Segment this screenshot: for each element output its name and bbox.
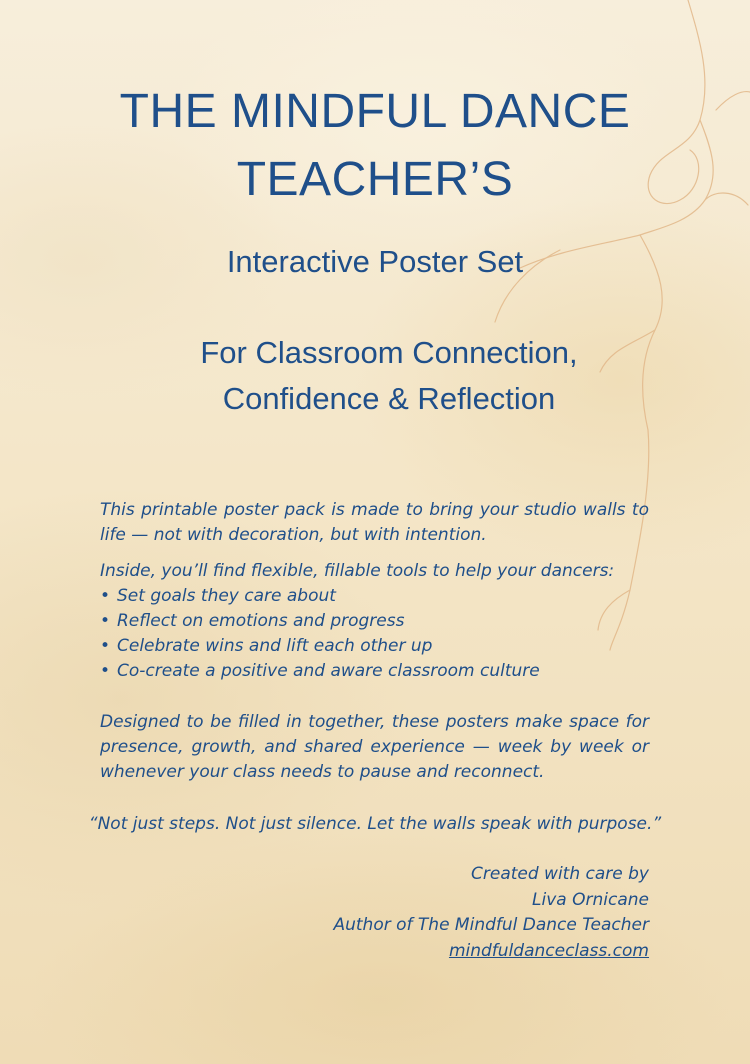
author-role: Author of The Mindful Dance Teacher [333,915,649,935]
credits-block [250,862,649,964]
tagline [0,330,750,422]
page-title [0,78,750,214]
bullet-item: • Co-create a positive and aware classroom culture [100,659,649,684]
title-line-2: TEACHER’S [236,153,514,206]
designed-paragraph: Designed to be filled in together, these posters make space for presence, growth, and shared experience — week by week or whenever your class needs to pause and reconnect. [100,712,649,782]
intro-paragraph: This printable poster pack is made to bring your studio walls to life — not with decoration, but with intention. [100,500,649,545]
bullet-item: • Set goals they care about [100,584,649,609]
credits-line: Created with care by [471,864,649,884]
tagline-line-1: For Classroom Connection, [200,335,578,370]
tagline-line-2: Confidence & Reflection [222,381,556,416]
subtitle: Interactive Poster Set [226,244,524,279]
author-name: Liva Ornicane [532,889,649,910]
quote: “Not just steps. Not just silence. Let the walls speak with purpose.” [88,814,662,834]
title-line-1: THE MINDFUL DANCE [119,85,631,138]
inside-heading: Inside, you’ll find flexible, fillable tools to help your dancers: [100,561,615,581]
bullet-item: • Celebrate wins and lift each other up [100,634,649,659]
bullet-item: • Reflect on emotions and progress [100,609,649,634]
website-link[interactable]: mindfuldanceclass.com [448,940,649,961]
bullet-list [100,584,649,684]
